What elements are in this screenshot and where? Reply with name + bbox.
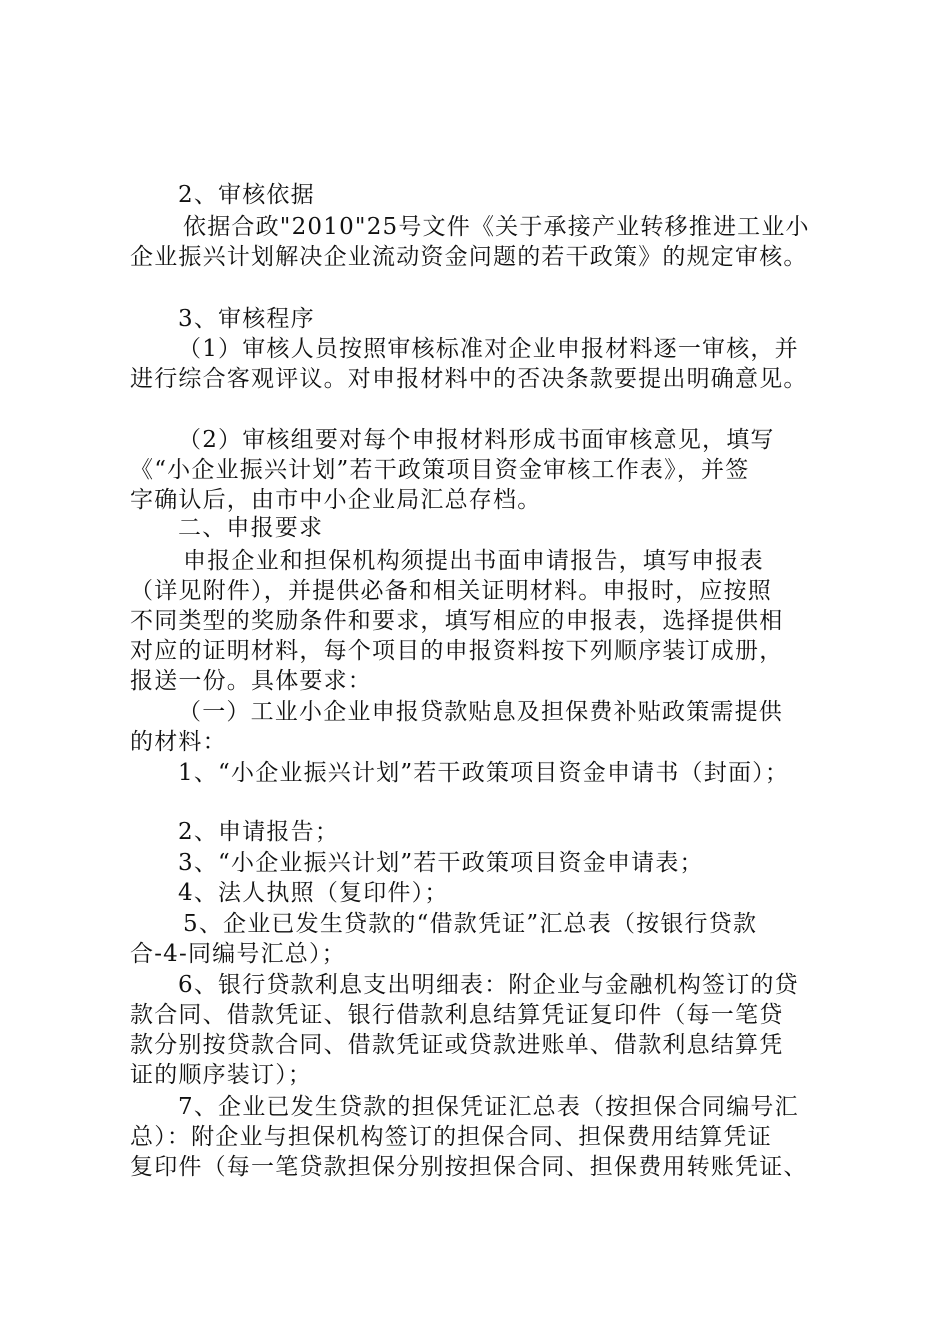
list-item: 6、银行贷款利息支出明细表：附企业与金融机构签订的贷 (178, 972, 799, 998)
paragraph-line: （1）审核人员按照审核标准对企业申报材料逐一审核，并 (178, 336, 799, 362)
paragraph-line: 不同类型的奖励条件和要求，填写相应的申报表，选择提供相 (130, 608, 784, 634)
paragraph-line: 报送一份。具体要求： (130, 668, 372, 694)
list-item-continuation: 合-4-同编号汇总）； (130, 941, 346, 967)
paragraph-line: 进行综合客观评议。对申报材料中的否决条款要提出明确意见。 (130, 366, 808, 392)
list-item: 7、企业已发生贷款的担保凭证汇总表（按担保合同编号汇 (178, 1094, 799, 1120)
paragraph-line: 《“小企业振兴计划”若干政策项目资金审核工作表》，并签 (130, 457, 750, 483)
list-item: 2、申请报告； (178, 819, 340, 845)
heading-review-basis: 2、审核依据 (178, 182, 315, 208)
paragraph-line: 依据合政"2010"25号文件《关于承接产业转移推进工业小 (183, 214, 810, 240)
list-item: 1、“小企业振兴计划”若干政策项目资金申请书（封面）； (178, 760, 790, 786)
paragraph-line: （一）工业小企业申报贷款贴息及担保费补贴政策需提供 (178, 699, 783, 725)
paragraph-line: 对应的证明材料，每个项目的申报资料按下列顺序装订成册， (130, 638, 784, 664)
list-item-continuation: 款合同、借款凭证、银行借款利息结算凭证复印件（每一笔贷 (130, 1002, 784, 1028)
list-item-continuation: 证的顺序装订）； (130, 1062, 313, 1088)
paragraph-line: 企业振兴计划解决企业流动资金问题的若干政策》的规定审核。 (130, 244, 808, 270)
list-item-continuation: 总）：附企业与担保机构签订的担保合同、担保费用结算凭证 (130, 1124, 772, 1150)
heading-application-requirements: 二、申报要求 (178, 515, 324, 541)
list-item-continuation: 复印件（每一笔贷款担保分别按担保合同、担保费用转账凭证、 (130, 1154, 808, 1180)
paragraph-line: （详见附件），并提供必备和相关证明材料。申报时，应按照 (130, 578, 772, 604)
heading-review-procedure: 3、审核程序 (178, 306, 315, 332)
list-item-continuation: 款分别按贷款合同、借款凭证或贷款进账单、借款利息结算凭 (130, 1032, 784, 1058)
paragraph-line: 字确认后，由市中小企业局汇总存档。 (130, 487, 542, 513)
list-item: 4、法人执照（复印件）； (178, 880, 449, 906)
paragraph-line: （2）审核组要对每个申报材料形成书面审核意见，填写 (178, 427, 775, 453)
list-item: 3、“小企业振兴计划”若干政策项目资金申请表； (178, 850, 704, 876)
list-item: 5、企业已发生贷款的“借款凭证”汇总表（按银行贷款 (183, 911, 758, 937)
paragraph-line: 申报企业和担保机构须提出书面申请报告，填写申报表 (183, 548, 764, 574)
paragraph-line: 的材料： (130, 729, 227, 755)
